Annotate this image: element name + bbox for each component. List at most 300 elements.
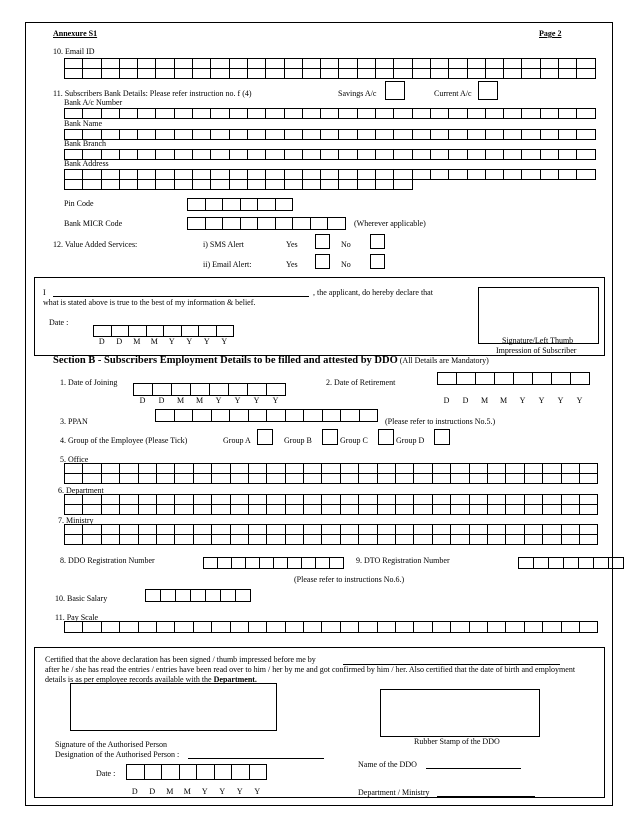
- char-cell[interactable]: [196, 764, 215, 780]
- char-cell[interactable]: [467, 149, 486, 160]
- char-cell[interactable]: [561, 504, 580, 515]
- char-cell[interactable]: [467, 68, 486, 79]
- char-cell[interactable]: [205, 589, 221, 602]
- char-cell[interactable]: [310, 217, 329, 230]
- char-cell[interactable]: [161, 764, 180, 780]
- char-cell[interactable]: [187, 217, 206, 230]
- char-cell[interactable]: [284, 68, 303, 79]
- char-cell[interactable]: [448, 129, 467, 140]
- char-cell[interactable]: [503, 108, 522, 119]
- char-cell[interactable]: [265, 149, 284, 160]
- char-cell[interactable]: [174, 473, 193, 484]
- char-cell[interactable]: [320, 68, 339, 79]
- char-cell[interactable]: [430, 68, 449, 79]
- char-cell[interactable]: [412, 149, 431, 160]
- char-cell[interactable]: [467, 129, 486, 140]
- char-cell[interactable]: [101, 68, 120, 79]
- char-cell[interactable]: [338, 129, 357, 140]
- current-checkbox[interactable]: [478, 81, 498, 100]
- char-cell[interactable]: [303, 409, 323, 422]
- char-cell[interactable]: [285, 473, 304, 484]
- char-cell[interactable]: [542, 473, 561, 484]
- char-cell[interactable]: [576, 149, 595, 160]
- char-cell[interactable]: [198, 325, 217, 337]
- char-cell[interactable]: [248, 409, 268, 422]
- char-cell[interactable]: [542, 534, 561, 545]
- char-cell[interactable]: [518, 557, 534, 569]
- char-cell[interactable]: [303, 504, 322, 515]
- bank-address-grid-row2[interactable]: [64, 179, 412, 190]
- char-cell[interactable]: [303, 621, 322, 633]
- char-cell[interactable]: [220, 589, 236, 602]
- char-cell[interactable]: [301, 557, 316, 569]
- char-cell[interactable]: [230, 534, 249, 545]
- char-cell[interactable]: [558, 108, 577, 119]
- basic-salary-grid[interactable]: [145, 589, 250, 602]
- char-cell[interactable]: [375, 149, 394, 160]
- char-cell[interactable]: [521, 68, 540, 79]
- bank-name-grid[interactable]: [64, 129, 595, 140]
- char-cell[interactable]: [160, 589, 176, 602]
- char-cell[interactable]: [487, 504, 506, 515]
- char-cell[interactable]: [155, 149, 174, 160]
- char-cell[interactable]: [211, 473, 230, 484]
- bank-branch-grid[interactable]: [64, 149, 595, 160]
- char-cell[interactable]: [266, 383, 286, 396]
- char-cell[interactable]: [285, 409, 305, 422]
- char-cell[interactable]: [393, 108, 412, 119]
- char-cell[interactable]: [231, 764, 250, 780]
- char-cell[interactable]: [247, 149, 266, 160]
- email-grid-row2[interactable]: [64, 68, 595, 79]
- account-number-grid[interactable]: [64, 108, 595, 119]
- email-yes-checkbox[interactable]: [315, 254, 330, 269]
- char-cell[interactable]: [393, 179, 412, 190]
- char-cell[interactable]: [292, 217, 311, 230]
- char-cell[interactable]: [450, 473, 469, 484]
- char-cell[interactable]: [137, 179, 156, 190]
- char-cell[interactable]: [503, 149, 522, 160]
- char-cell[interactable]: [248, 621, 267, 633]
- char-cell[interactable]: [174, 409, 194, 422]
- char-cell[interactable]: [152, 383, 172, 396]
- char-cell[interactable]: [579, 534, 598, 545]
- char-cell[interactable]: [540, 129, 559, 140]
- ppan-grid[interactable]: [155, 409, 377, 422]
- char-cell[interactable]: [193, 534, 212, 545]
- char-cell[interactable]: [192, 108, 211, 119]
- char-cell[interactable]: [432, 504, 451, 515]
- char-cell[interactable]: [375, 68, 394, 79]
- char-cell[interactable]: [430, 129, 449, 140]
- char-cell[interactable]: [119, 149, 138, 160]
- char-cell[interactable]: [192, 68, 211, 79]
- char-cell[interactable]: [578, 557, 594, 569]
- char-cell[interactable]: [561, 534, 580, 545]
- char-cell[interactable]: [338, 179, 357, 190]
- char-cell[interactable]: [533, 557, 549, 569]
- char-cell[interactable]: [448, 108, 467, 119]
- char-cell[interactable]: [570, 372, 590, 385]
- char-cell[interactable]: [340, 504, 359, 515]
- char-cell[interactable]: [266, 534, 285, 545]
- char-cell[interactable]: [163, 325, 182, 337]
- char-cell[interactable]: [82, 108, 101, 119]
- char-cell[interactable]: [395, 621, 414, 633]
- char-cell[interactable]: [192, 409, 212, 422]
- char-cell[interactable]: [229, 108, 248, 119]
- char-cell[interactable]: [358, 534, 377, 545]
- char-cell[interactable]: [193, 473, 212, 484]
- char-cell[interactable]: [137, 149, 156, 160]
- char-cell[interactable]: [174, 129, 193, 140]
- char-cell[interactable]: [485, 108, 504, 119]
- char-cell[interactable]: [101, 534, 120, 545]
- char-cell[interactable]: [265, 129, 284, 140]
- char-cell[interactable]: [187, 198, 206, 211]
- char-cell[interactable]: [155, 68, 174, 79]
- char-cell[interactable]: [377, 504, 396, 515]
- char-cell[interactable]: [469, 534, 488, 545]
- char-cell[interactable]: [119, 129, 138, 140]
- char-cell[interactable]: [175, 589, 191, 602]
- char-cell[interactable]: [358, 473, 377, 484]
- char-cell[interactable]: [285, 621, 304, 633]
- char-cell[interactable]: [284, 129, 303, 140]
- char-cell[interactable]: [485, 68, 504, 79]
- char-cell[interactable]: [193, 504, 212, 515]
- char-cell[interactable]: [393, 129, 412, 140]
- char-cell[interactable]: [155, 179, 174, 190]
- char-cell[interactable]: [412, 108, 431, 119]
- char-cell[interactable]: [137, 108, 156, 119]
- group-c-checkbox[interactable]: [378, 429, 394, 445]
- micr-grid[interactable]: [187, 217, 345, 230]
- char-cell[interactable]: [576, 108, 595, 119]
- char-cell[interactable]: [211, 504, 230, 515]
- char-cell[interactable]: [579, 473, 598, 484]
- char-cell[interactable]: [156, 534, 175, 545]
- char-cell[interactable]: [82, 534, 101, 545]
- char-cell[interactable]: [579, 504, 598, 515]
- char-cell[interactable]: [302, 108, 321, 119]
- char-cell[interactable]: [450, 621, 469, 633]
- char-cell[interactable]: [156, 621, 175, 633]
- char-cell[interactable]: [119, 504, 138, 515]
- char-cell[interactable]: [357, 149, 376, 160]
- char-cell[interactable]: [209, 383, 229, 396]
- char-cell[interactable]: [245, 557, 260, 569]
- char-cell[interactable]: [494, 372, 514, 385]
- char-cell[interactable]: [413, 473, 432, 484]
- char-cell[interactable]: [285, 534, 304, 545]
- char-cell[interactable]: [505, 534, 524, 545]
- char-cell[interactable]: [412, 129, 431, 140]
- char-cell[interactable]: [485, 129, 504, 140]
- char-cell[interactable]: [524, 621, 543, 633]
- char-cell[interactable]: [119, 68, 138, 79]
- char-cell[interactable]: [302, 129, 321, 140]
- char-cell[interactable]: [137, 68, 156, 79]
- char-cell[interactable]: [432, 473, 451, 484]
- char-cell[interactable]: [259, 557, 274, 569]
- char-cell[interactable]: [101, 108, 120, 119]
- applicant-name-line[interactable]: [53, 296, 309, 297]
- char-cell[interactable]: [138, 621, 157, 633]
- char-cell[interactable]: [181, 325, 200, 337]
- char-cell[interactable]: [505, 621, 524, 633]
- char-cell[interactable]: [576, 68, 595, 79]
- char-cell[interactable]: [203, 557, 218, 569]
- char-cell[interactable]: [395, 534, 414, 545]
- char-cell[interactable]: [448, 68, 467, 79]
- char-cell[interactable]: [211, 534, 230, 545]
- char-cell[interactable]: [174, 504, 193, 515]
- cert-date-grid[interactable]: [126, 764, 266, 780]
- group-d-checkbox[interactable]: [434, 429, 450, 445]
- char-cell[interactable]: [558, 129, 577, 140]
- char-cell[interactable]: [230, 473, 249, 484]
- char-cell[interactable]: [503, 169, 522, 180]
- char-cell[interactable]: [302, 179, 321, 190]
- char-cell[interactable]: [240, 217, 259, 230]
- char-cell[interactable]: [558, 169, 577, 180]
- char-cell[interactable]: [548, 557, 564, 569]
- char-cell[interactable]: [487, 473, 506, 484]
- char-cell[interactable]: [144, 764, 163, 780]
- char-cell[interactable]: [101, 473, 120, 484]
- char-cell[interactable]: [521, 108, 540, 119]
- char-cell[interactable]: [412, 169, 431, 180]
- char-cell[interactable]: [487, 621, 506, 633]
- char-cell[interactable]: [524, 473, 543, 484]
- char-cell[interactable]: [448, 169, 467, 180]
- char-cell[interactable]: [174, 149, 193, 160]
- char-cell[interactable]: [156, 504, 175, 515]
- char-cell[interactable]: [156, 473, 175, 484]
- char-cell[interactable]: [266, 504, 285, 515]
- char-cell[interactable]: [393, 149, 412, 160]
- char-cell[interactable]: [285, 504, 304, 515]
- char-cell[interactable]: [358, 621, 377, 633]
- char-cell[interactable]: [119, 534, 138, 545]
- char-cell[interactable]: [190, 383, 210, 396]
- char-cell[interactable]: [211, 621, 230, 633]
- char-cell[interactable]: [521, 129, 540, 140]
- char-cell[interactable]: [275, 217, 294, 230]
- char-cell[interactable]: [513, 372, 533, 385]
- char-cell[interactable]: [93, 325, 112, 337]
- char-cell[interactable]: [210, 68, 229, 79]
- char-cell[interactable]: [101, 504, 120, 515]
- char-cell[interactable]: [469, 473, 488, 484]
- char-cell[interactable]: [302, 149, 321, 160]
- char-cell[interactable]: [128, 325, 147, 337]
- char-cell[interactable]: [393, 68, 412, 79]
- char-cell[interactable]: [377, 534, 396, 545]
- char-cell[interactable]: [126, 764, 145, 780]
- char-cell[interactable]: [138, 534, 157, 545]
- char-cell[interactable]: [524, 504, 543, 515]
- char-cell[interactable]: [432, 534, 451, 545]
- char-cell[interactable]: [205, 198, 224, 211]
- char-cell[interactable]: [561, 621, 580, 633]
- char-cell[interactable]: [340, 621, 359, 633]
- group-a-checkbox[interactable]: [257, 429, 273, 445]
- char-cell[interactable]: [576, 169, 595, 180]
- char-cell[interactable]: [248, 504, 267, 515]
- char-cell[interactable]: [284, 108, 303, 119]
- char-cell[interactable]: [432, 621, 451, 633]
- char-cell[interactable]: [579, 621, 598, 633]
- pay-scale-grid[interactable]: [64, 621, 597, 633]
- char-cell[interactable]: [357, 68, 376, 79]
- char-cell[interactable]: [320, 129, 339, 140]
- char-cell[interactable]: [320, 179, 339, 190]
- char-cell[interactable]: [111, 325, 130, 337]
- char-cell[interactable]: [248, 534, 267, 545]
- char-cell[interactable]: [205, 217, 224, 230]
- char-cell[interactable]: [145, 589, 161, 602]
- doj-grid[interactable]: [133, 383, 285, 396]
- char-cell[interactable]: [210, 149, 229, 160]
- char-cell[interactable]: [430, 169, 449, 180]
- savings-checkbox[interactable]: [385, 81, 405, 100]
- char-cell[interactable]: [228, 383, 248, 396]
- char-cell[interactable]: [273, 557, 288, 569]
- char-cell[interactable]: [82, 68, 101, 79]
- ddo-name-line[interactable]: [426, 768, 521, 769]
- char-cell[interactable]: [456, 372, 476, 385]
- char-cell[interactable]: [503, 68, 522, 79]
- char-cell[interactable]: [247, 383, 267, 396]
- char-cell[interactable]: [133, 383, 153, 396]
- char-cell[interactable]: [101, 621, 120, 633]
- char-cell[interactable]: [357, 108, 376, 119]
- char-cell[interactable]: [503, 129, 522, 140]
- rubber-stamp-box[interactable]: [380, 689, 540, 737]
- char-cell[interactable]: [303, 534, 322, 545]
- char-cell[interactable]: [377, 473, 396, 484]
- char-cell[interactable]: [521, 169, 540, 180]
- char-cell[interactable]: [375, 129, 394, 140]
- dto-reg-grid[interactable]: [518, 557, 623, 569]
- char-cell[interactable]: [229, 149, 248, 160]
- char-cell[interactable]: [64, 473, 83, 484]
- char-cell[interactable]: [467, 169, 486, 180]
- char-cell[interactable]: [542, 621, 561, 633]
- char-cell[interactable]: [450, 504, 469, 515]
- char-cell[interactable]: [64, 621, 83, 633]
- char-cell[interactable]: [505, 473, 524, 484]
- pin-code-grid[interactable]: [187, 198, 292, 211]
- char-cell[interactable]: [155, 129, 174, 140]
- group-b-checkbox[interactable]: [322, 429, 338, 445]
- char-cell[interactable]: [320, 149, 339, 160]
- char-cell[interactable]: [505, 504, 524, 515]
- char-cell[interactable]: [357, 179, 376, 190]
- char-cell[interactable]: [329, 557, 344, 569]
- char-cell[interactable]: [287, 557, 302, 569]
- char-cell[interactable]: [119, 473, 138, 484]
- char-cell[interactable]: [321, 504, 340, 515]
- char-cell[interactable]: [540, 169, 559, 180]
- declaration-date-grid[interactable]: [93, 325, 233, 337]
- ministry-grid-row2[interactable]: [64, 534, 597, 545]
- char-cell[interactable]: [247, 108, 266, 119]
- char-cell[interactable]: [193, 621, 212, 633]
- char-cell[interactable]: [540, 108, 559, 119]
- char-cell[interactable]: [247, 129, 266, 140]
- char-cell[interactable]: [558, 149, 577, 160]
- char-cell[interactable]: [82, 621, 101, 633]
- char-cell[interactable]: [437, 372, 457, 385]
- char-cell[interactable]: [413, 621, 432, 633]
- char-cell[interactable]: [551, 372, 571, 385]
- char-cell[interactable]: [138, 473, 157, 484]
- char-cell[interactable]: [155, 108, 174, 119]
- char-cell[interactable]: [229, 409, 249, 422]
- char-cell[interactable]: [561, 473, 580, 484]
- char-cell[interactable]: [229, 179, 248, 190]
- char-cell[interactable]: [174, 534, 193, 545]
- char-cell[interactable]: [138, 504, 157, 515]
- char-cell[interactable]: [284, 179, 303, 190]
- char-cell[interactable]: [338, 108, 357, 119]
- char-cell[interactable]: [338, 149, 357, 160]
- char-cell[interactable]: [64, 504, 83, 515]
- char-cell[interactable]: [284, 149, 303, 160]
- char-cell[interactable]: [340, 473, 359, 484]
- char-cell[interactable]: [231, 557, 246, 569]
- char-cell[interactable]: [210, 179, 229, 190]
- char-cell[interactable]: [521, 149, 540, 160]
- char-cell[interactable]: [377, 621, 396, 633]
- char-cell[interactable]: [357, 129, 376, 140]
- char-cell[interactable]: [469, 504, 488, 515]
- char-cell[interactable]: [235, 589, 251, 602]
- char-cell[interactable]: [412, 68, 431, 79]
- ddo-reg-grid[interactable]: [203, 557, 343, 569]
- char-cell[interactable]: [101, 179, 120, 190]
- char-cell[interactable]: [257, 198, 276, 211]
- char-cell[interactable]: [265, 68, 284, 79]
- char-cell[interactable]: [430, 149, 449, 160]
- char-cell[interactable]: [593, 557, 609, 569]
- char-cell[interactable]: [82, 473, 101, 484]
- char-cell[interactable]: [413, 504, 432, 515]
- char-cell[interactable]: [174, 108, 193, 119]
- char-cell[interactable]: [137, 129, 156, 140]
- char-cell[interactable]: [179, 764, 198, 780]
- char-cell[interactable]: [576, 129, 595, 140]
- char-cell[interactable]: [558, 68, 577, 79]
- char-cell[interactable]: [190, 589, 206, 602]
- char-cell[interactable]: [216, 325, 235, 337]
- char-cell[interactable]: [222, 198, 241, 211]
- char-cell[interactable]: [266, 409, 286, 422]
- department-grid-row2[interactable]: [64, 504, 597, 515]
- char-cell[interactable]: [485, 169, 504, 180]
- char-cell[interactable]: [222, 217, 241, 230]
- char-cell[interactable]: [467, 108, 486, 119]
- char-cell[interactable]: [266, 621, 285, 633]
- char-cell[interactable]: [174, 68, 193, 79]
- char-cell[interactable]: [338, 68, 357, 79]
- char-cell[interactable]: [171, 383, 191, 396]
- char-cell[interactable]: [174, 621, 193, 633]
- char-cell[interactable]: [450, 534, 469, 545]
